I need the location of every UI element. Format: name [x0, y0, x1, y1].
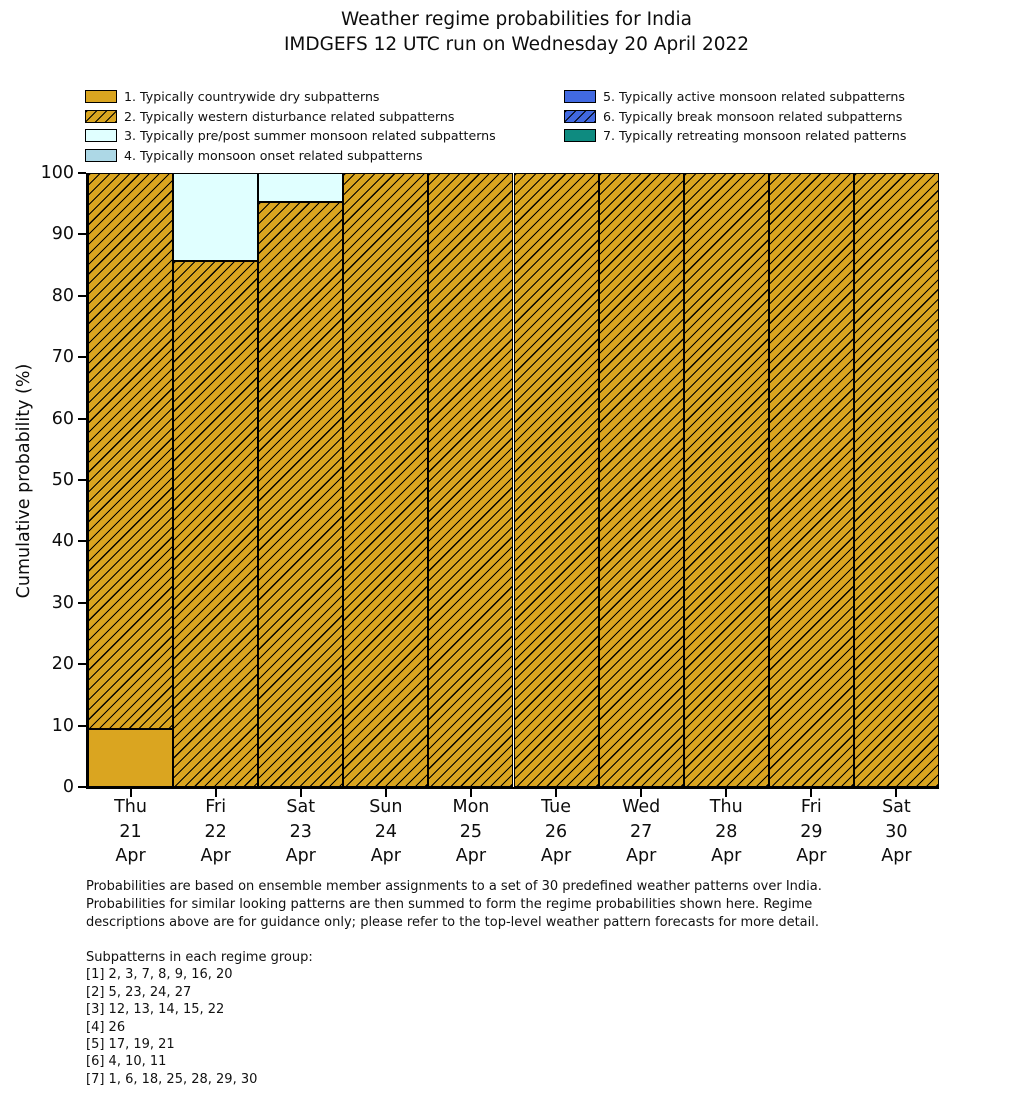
subpatterns-line: [5] 17, 19, 21: [86, 1037, 175, 1053]
y-axis-tick: [78, 602, 86, 604]
legend-item-regime-5: [564, 87, 906, 107]
x-tick-label-line: Apr: [626, 846, 657, 866]
y-tick-label-50: 50: [51, 470, 74, 490]
legend-swatch-regime-2-hatched: [85, 110, 117, 123]
x-tick-label-line: Apr: [370, 846, 401, 866]
y-axis-tick: [78, 233, 86, 235]
legend-column-right: [564, 87, 906, 146]
x-tick-label-line: 23: [289, 821, 312, 842]
legend-label: 1. Typically countrywide dry subpatterns: [124, 89, 380, 105]
y-axis-label: Cumulative probability (%): [14, 363, 34, 599]
y-axis-tick: [78, 418, 86, 420]
legend-item-regime-3: [85, 126, 496, 146]
chart-title-line-1: Weather regime probabilities for India: [340, 9, 693, 30]
footer-paragraph-line: descriptions above are for guidance only; please refer to the top-level weather pattern forecasts for more detail.: [86, 915, 819, 930]
y-axis-tick: [78, 479, 86, 481]
legend-item-regime-7: [564, 126, 906, 146]
y-tick-label-10: 10: [51, 715, 74, 736]
y-tick-label-70: 70: [51, 347, 74, 368]
x-tick-label-line: Wed: [622, 797, 661, 817]
bar-segment-day8-regime-2: [684, 173, 769, 787]
bar-segment-day6-regime-2: [514, 173, 599, 787]
x-tick-label-line: Thu: [114, 797, 147, 817]
legend-swatch-regime-7: [564, 129, 596, 142]
bar-segment-day2-regime-2: [173, 261, 258, 787]
x-tick-label-line: Apr: [455, 846, 487, 866]
bar-segment-day7-regime-2: [599, 173, 684, 787]
x-tick-label-line: 21: [119, 821, 142, 842]
footer-paragraph: [86, 878, 822, 932]
legend-swatch-regime-4: [85, 149, 117, 162]
x-tick-label-line: Fri: [800, 797, 822, 817]
x-tick-label-sat-23: [258, 795, 343, 869]
subpatterns-line: [1] 2, 3, 7, 8, 9, 16, 20: [86, 967, 233, 983]
y-axis-tick: [78, 663, 86, 665]
y-axis-tick: [78, 295, 86, 297]
x-tick-label-sat-30: [854, 795, 939, 869]
bar-segment-day1-regime-2: [88, 173, 173, 729]
subpatterns-line: [2] 5, 23, 24, 27: [86, 984, 192, 1000]
footer-paragraph-line: Probabilities are based on ensemble member assignments to a set of 30 predefined weather patterns over India.: [86, 879, 822, 894]
x-tick-label-tue-26: [514, 795, 599, 869]
chart-title: [0, 7, 1033, 57]
bar-segment-day4-regime-2: [343, 173, 428, 787]
x-tick-label-line: 30: [885, 821, 908, 842]
x-tick-label-line: Thu: [709, 797, 743, 817]
x-tick-label-line: Sat: [286, 797, 316, 817]
subpatterns-line: [3] 12, 13, 14, 15, 22: [86, 1002, 225, 1018]
x-tick-label-line: 28: [715, 821, 738, 842]
legend-item-regime-4: [85, 146, 496, 166]
y-tick-label-30: 30: [51, 592, 74, 613]
x-tick-label-thu-28: [684, 795, 769, 869]
bar-segment-day5-regime-2: [428, 173, 513, 787]
x-tick-label-thu-21: [88, 795, 173, 869]
footer-paragraph-line: Probabilities for similar looking patterns are then summed to form the regime probabilities shown here. Regime: [86, 897, 813, 912]
legend-item-regime-6: [564, 107, 906, 127]
legend-item-regime-1: [85, 87, 496, 107]
y-tick-label-90: 90: [51, 224, 74, 245]
y-axis-tick: [78, 172, 86, 174]
legend-swatch-regime-3: [85, 129, 117, 142]
legend-column-left: [85, 87, 496, 165]
y-axis-tick: [78, 540, 86, 542]
legend-label: 4. Typically monsoon onset related subpatterns: [124, 147, 423, 163]
x-tick-label-line: Apr: [796, 846, 827, 866]
x-tick-label-fri-22: [173, 795, 258, 869]
bar-segment-day3-regime-3: [258, 173, 343, 202]
x-tick-label-sun-24: [343, 795, 428, 869]
legend-label: 2. Typically western disturbance related subpatterns: [124, 108, 455, 124]
y-tick-label-100: 100: [40, 163, 74, 183]
legend-label: 5. Typically active monsoon related subpatterns: [603, 89, 905, 105]
x-tick-label-line: Apr: [200, 846, 231, 866]
legend-label: 7. Typically retreating monsoon related patterns: [603, 128, 907, 144]
legend-label: 3. Typically pre/post summer monsoon related subpatterns: [124, 128, 496, 144]
y-axis-tick: [78, 725, 86, 727]
x-tick-label-line: 29: [800, 821, 823, 842]
subpatterns-header: Subpatterns in each regime group:: [86, 950, 313, 965]
subpatterns-line: [7] 1, 6, 18, 25, 28, 29, 30: [86, 1071, 258, 1087]
x-tick-label-line: Sat: [882, 797, 911, 817]
y-tick-label-40: 40: [51, 531, 74, 552]
legend-swatch-regime-5: [564, 90, 596, 103]
y-tick-label-80: 80: [51, 285, 74, 306]
bar-segment-day3-regime-2: [258, 202, 343, 787]
x-tick-label-line: Apr: [285, 846, 316, 866]
x-tick-label-line: 22: [204, 821, 227, 842]
x-tick-label-wed-27: [599, 795, 684, 869]
legend-label: 6. Typically break monsoon related subpatterns: [603, 108, 903, 124]
chart-title-line-2: IMDGEFS 12 UTC run on Wednesday 20 April 2022: [283, 34, 750, 55]
x-tick-label-line: Apr: [540, 846, 572, 866]
x-tick-label-line: 25: [459, 821, 483, 842]
bar-segment-day2-regime-3: [173, 173, 258, 261]
y-tick-label-20: 20: [51, 654, 74, 675]
x-tick-label-line: 24: [374, 821, 397, 842]
x-tick-label-line: Mon: [452, 797, 490, 817]
x-tick-label-fri-29: [769, 795, 854, 869]
y-tick-label-0: 0: [62, 777, 74, 797]
x-tick-label-line: Apr: [115, 846, 146, 866]
y-axis-tick: [78, 786, 86, 788]
subpatterns-line: [4] 26: [86, 1019, 126, 1035]
legend-item-regime-2: [85, 107, 496, 127]
bar-segment-day1-regime-1: [88, 729, 173, 787]
y-axis-tick: [78, 356, 86, 358]
x-tick-label-line: Apr: [711, 846, 742, 866]
x-tick-label-line: Tue: [541, 797, 571, 817]
x-tick-label-line: Fri: [205, 797, 227, 817]
x-tick-label-line: Apr: [881, 846, 912, 866]
legend-swatch-regime-1: [85, 90, 117, 103]
x-tick-label-line: 27: [630, 821, 653, 842]
x-tick-label-mon-25: [428, 795, 513, 869]
subpatterns-line: [6] 4, 10, 11: [86, 1054, 167, 1070]
plot-area: [40, 163, 939, 866]
x-tick-label-line: Sun: [369, 797, 403, 817]
bar-segment-day10-regime-2: [854, 173, 939, 787]
bar-segment-day9-regime-2: [769, 173, 854, 787]
subpatterns-block: [86, 949, 313, 1088]
y-tick-label-60: 60: [51, 408, 74, 429]
legend-swatch-regime-6-hatched: [564, 110, 596, 123]
x-tick-label-line: 26: [544, 821, 568, 842]
